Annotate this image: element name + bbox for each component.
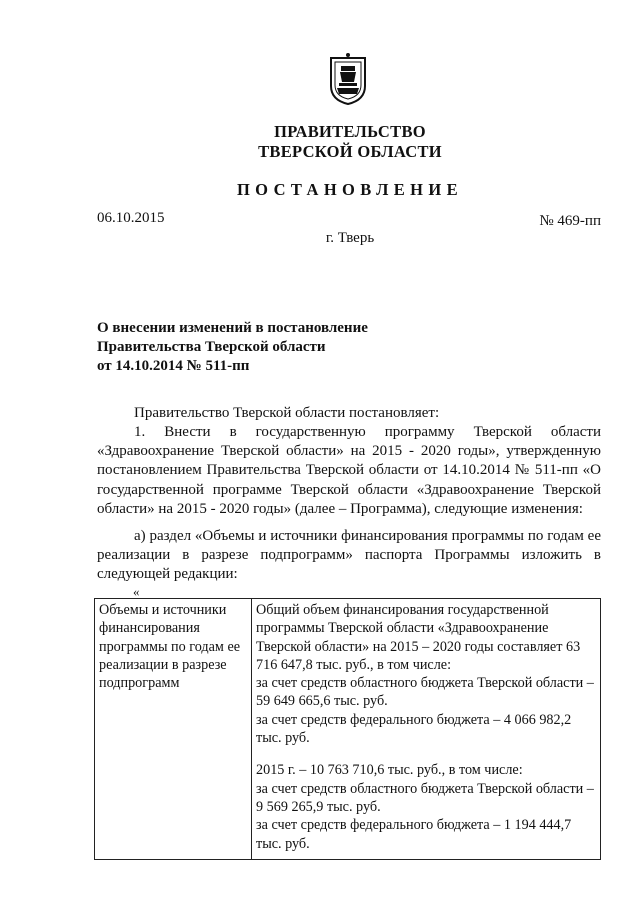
table-text-line: за счет средств федерального бюджета – 4 066 982,2 тыс. руб. bbox=[256, 711, 572, 747]
paragraph-item-1a: а) раздел «Объемы и источники финансирования программы по годам ее реализации в разрезе подпрограмм» паспорта Программы изложить в следующей редакции: bbox=[97, 528, 601, 583]
table-text-line: за счет средств областного бюджета Тверской области – 9 569 265,9 тыс. руб. bbox=[256, 780, 594, 815]
subject-line: Правительства Тверской области bbox=[97, 339, 326, 355]
financing-table bbox=[94, 598, 601, 860]
table-cell-label: Объемы и источники финансирования программы по годам ее реализации в разрезе подпрограмм bbox=[95, 599, 252, 860]
table-text-line: за счет средств федерального бюджета – 1 194 444,7 тыс. руб. bbox=[256, 817, 572, 852]
table-text-line: Общий объем финансирования государственной программы Тверской области «Здравоохранение Тверской области» на 2015 – 2020 годы составляет 63 716 647,8 тыс. руб., в том числе: bbox=[256, 602, 581, 673]
open-quote-mark: « bbox=[133, 584, 140, 599]
document-type: ПОСТАНОВЛЕНИЕ bbox=[236, 180, 464, 199]
paragraph-item-1: 1. Внести в государственную программу Тверской области «Здравоохранение Тверской области» на 2015 - 2020 годы», утвержденную постановлением Правительства Тверской области от 14.10.2014 № 511-пп «О государственной программе Тверской области «Здравоохранение Тверской области» на 2015 - 2020 годы» (далее – Программа), следующие изменения: bbox=[97, 424, 601, 517]
table-row bbox=[95, 599, 601, 860]
table-text-line: за счет средств областного бюджета Тверской области – 59 649 665,6 тыс. руб. bbox=[256, 675, 594, 710]
document-city: г. Тверь bbox=[325, 230, 375, 246]
table-cell-content bbox=[252, 599, 601, 860]
coat-of-arms-icon bbox=[327, 52, 369, 106]
org-name-line2: ТВЕРСКОЙ ОБЛАСТИ bbox=[258, 142, 442, 161]
subject-line: от 14.10.2014 № 511-пп bbox=[97, 358, 250, 374]
document-number: № 469-пп bbox=[539, 213, 601, 229]
table-text-line: 2015 г. – 10 763 710,6 тыс. руб., в том числе: bbox=[256, 762, 523, 779]
document-subject bbox=[97, 319, 417, 376]
subject-line: О внесении изменений в постановление bbox=[97, 320, 368, 336]
document-date: 06.10.2015 bbox=[97, 210, 165, 226]
org-name-line1: ПРАВИТЕЛЬСТВО bbox=[274, 122, 426, 141]
paragraph-intro: Правительство Тверской области постановляет: bbox=[134, 405, 440, 421]
spacer bbox=[256, 747, 596, 761]
